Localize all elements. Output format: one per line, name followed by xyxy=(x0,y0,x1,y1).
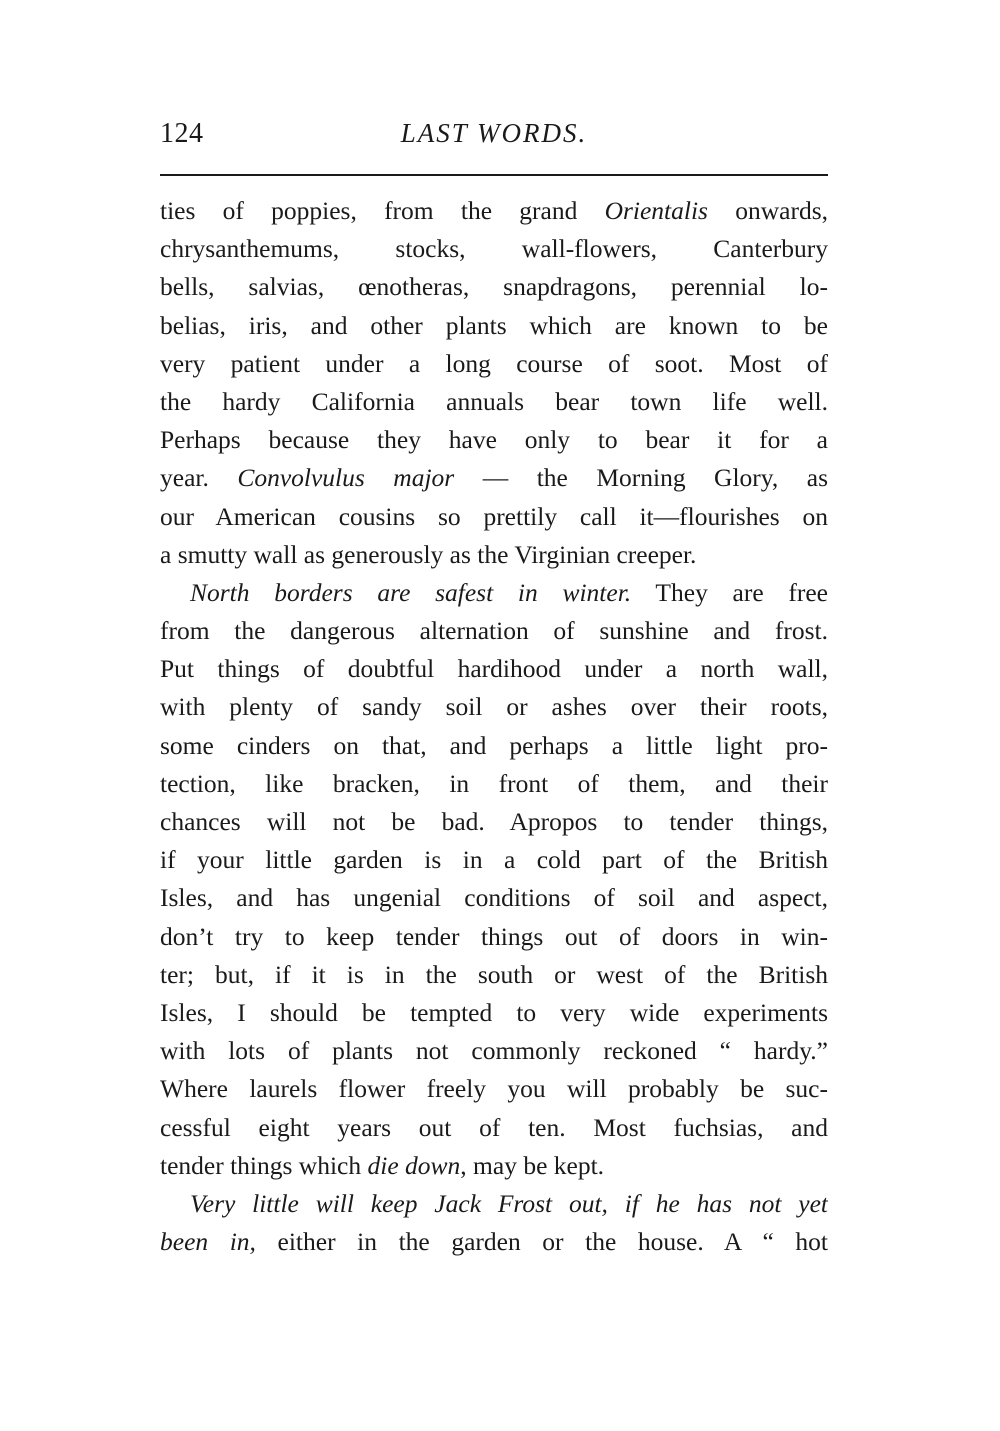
text-line xyxy=(160,574,828,612)
paragraph-1 xyxy=(160,192,828,574)
line-text: Where laurels flower freely you will probably be suc- xyxy=(160,1074,828,1104)
line-text: ties of poppies, from the grand xyxy=(160,196,605,225)
text-line xyxy=(160,879,828,917)
paragraph-2 xyxy=(160,574,828,1185)
text-line xyxy=(160,1109,828,1147)
line-text: chances will not be bad. Apropos to tender things, xyxy=(160,807,828,836)
line-text: onwards, xyxy=(707,196,828,225)
italic-text: North borders are safest in winter. xyxy=(190,577,632,607)
line-text: belias, iris, and other plants which are known to be xyxy=(160,310,828,340)
text-line xyxy=(160,1070,828,1108)
line-text: cessful eight years out of ten. Most fuchsias, and xyxy=(160,1112,828,1142)
line-text: year. xyxy=(160,463,238,493)
text-line xyxy=(160,1147,828,1185)
page-number: 124 xyxy=(160,118,204,149)
italic-text: Very little will keep Jack Frost out, if he has not yet xyxy=(190,1188,828,1218)
line-text: They are free xyxy=(631,577,828,607)
header-rule xyxy=(160,174,828,176)
text-line xyxy=(160,498,828,536)
text-line xyxy=(160,192,828,230)
text-line xyxy=(160,650,828,688)
text-line xyxy=(160,383,828,421)
line-text: Isles, and has ungenial conditions of soil and aspect, xyxy=(160,883,828,913)
line-text: if your little garden is in a cold part of the British xyxy=(160,845,828,875)
text-line xyxy=(160,1185,828,1223)
text-line xyxy=(160,803,828,841)
text-line xyxy=(160,918,828,956)
text-line xyxy=(160,1223,828,1261)
italic-text: die down xyxy=(367,1150,461,1180)
body-text xyxy=(160,192,828,1261)
line-text: very patient under a long course of soot. Most of xyxy=(160,348,828,378)
text-line xyxy=(160,421,828,459)
italic-text: been in, xyxy=(160,1227,256,1257)
text-line xyxy=(160,536,828,574)
text-line xyxy=(160,994,828,1032)
text-line xyxy=(160,307,828,345)
text-line xyxy=(160,727,828,765)
text-line xyxy=(160,612,828,650)
text-line xyxy=(160,268,828,306)
line-text: from the dangerous alternation of sunshine and frost. xyxy=(160,616,828,646)
line-text: our American cousins so prettily call it—flourishes on xyxy=(160,501,828,531)
text-line xyxy=(160,230,828,268)
text-line xyxy=(160,688,828,726)
line-text: , may be kept. xyxy=(460,1150,605,1180)
line-text: don’t try to keep tender things out of doors in win- xyxy=(160,921,828,951)
page-header xyxy=(160,118,828,158)
text-line xyxy=(160,345,828,383)
line-text: Perhaps because they have only to bear it for a xyxy=(160,425,828,455)
text-line xyxy=(160,841,828,879)
line-text: Put things of doubtful hardihood under a north wall, xyxy=(160,654,828,684)
line-text: tender things which xyxy=(160,1150,368,1180)
text-line xyxy=(160,1032,828,1070)
line-text: either in the garden or the house. A “ hot xyxy=(255,1227,828,1257)
line-text: — the Morning Glory, as xyxy=(454,463,828,493)
italic-text: Orientalis xyxy=(604,196,708,225)
paragraph-3 xyxy=(160,1185,828,1261)
line-text: some cinders on that, and perhaps a little light pro- xyxy=(160,730,828,760)
running-head: LAST WORDS. xyxy=(400,118,588,148)
italic-text: Convolvulus major xyxy=(237,463,455,493)
line-text: bells, salvias, œnotheras, snapdragons, perennial lo- xyxy=(160,272,828,302)
line-text: Isles, I should be tempted to very wide experiments xyxy=(160,997,828,1027)
text-line xyxy=(160,765,828,803)
line-text: with plenty of sandy soil or ashes over their roots, xyxy=(160,692,828,722)
text-line xyxy=(160,459,828,497)
line-text: chrysanthemums, stocks, wall-flowers, Canterbury xyxy=(160,234,828,264)
line-text: ter; but, if it is in the south or west of the British xyxy=(160,959,828,989)
line-text: the hardy California annuals bear town life well. xyxy=(160,386,828,416)
line-text: tection, like bracken, in front of them, and their xyxy=(160,768,828,798)
line-text: a smutty wall as generously as the Virginian creeper. xyxy=(160,539,697,569)
line-text: with lots of plants not commonly reckoned “ hardy.” xyxy=(160,1036,828,1066)
text-line xyxy=(160,956,828,994)
